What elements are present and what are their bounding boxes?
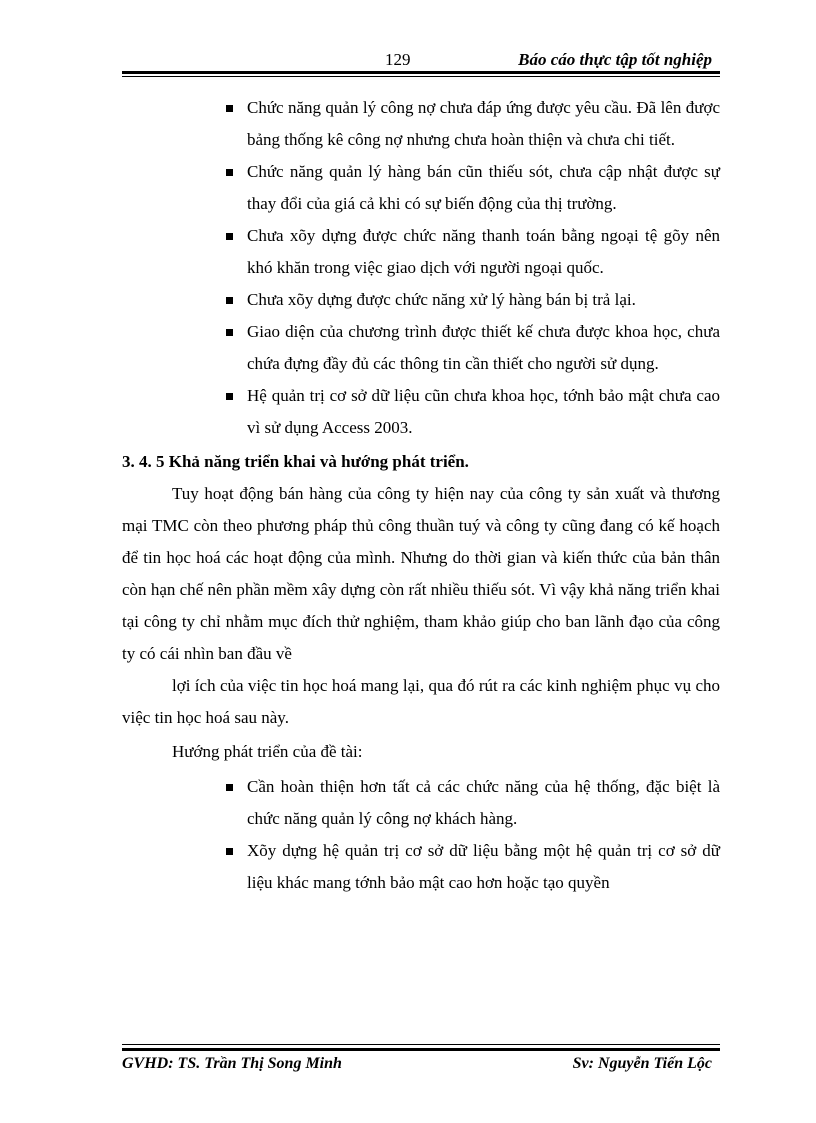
list-item xyxy=(222,284,720,316)
list-item xyxy=(222,156,720,220)
square-bullet-icon xyxy=(226,297,233,304)
list-item-text: Chưa xõy dựng được chức năng thanh toán bằng ngoại tệ gõy nên khó khăn trong việc giao dịch với người ngoại quốc. xyxy=(247,226,720,277)
square-bullet-icon xyxy=(226,105,233,112)
advisor-name: GVHD: TS. Trần Thị Song Minh xyxy=(122,1055,342,1072)
square-bullet-icon xyxy=(226,233,233,240)
page-body xyxy=(122,92,720,899)
square-bullet-icon xyxy=(226,393,233,400)
list-item xyxy=(222,92,720,156)
page-number: 129 xyxy=(385,50,411,69)
square-bullet-icon xyxy=(226,848,233,855)
list-item-text: Hệ quản trị cơ sở dữ liệu cũn chưa khoa học, tớnh bảo mật chưa cao vì sử dụng Access 2003. xyxy=(247,386,720,437)
square-bullet-icon xyxy=(226,784,233,791)
body-paragraph-continued: lợi ích của việc tin học hoá mang lại, qua đó rút ra các kinh nghiệm phục vụ cho việc tin học hoá sau này. xyxy=(122,676,720,727)
development-title: Hướng phát triển của đề tài: xyxy=(172,742,363,761)
student-name: Sv: Nguyễn Tiến Lộc xyxy=(572,1055,712,1072)
list-item-text: Xõy dựng hệ quản trị cơ sở dữ liệu bằng một hệ quản trị cơ sở dữ liệu khác mang tớnh bảo mật cao hơn hoặc tạo quyền xyxy=(247,841,720,892)
list-item-text: Chức năng quản lý hàng bán cũn thiếu sót, chưa cập nhật được sự thay đổi của giá cả khi có sự biến động của thị trường. xyxy=(247,162,720,213)
header-rule-thin xyxy=(122,76,720,77)
body-paragraph: Tuy hoạt động bán hàng của công ty hiện nay của công ty sản xuất và thương mại TMC còn theo phương pháp thủ công thuần tuý và công ty cũng đang có kế hoạch để tin học hoá các hoạt động của mình. Nhưng do thời gian và kiến thức của bản thân còn hạn chế nên phần mềm xây dựng còn rất nhiều thiếu sót. Vì vậy khả năng triển khai tại công ty chỉ nhằm mục đích thử nghiệm, tham khảo giúp cho ban lãnh đạo của công ty có cái nhìn ban đầu về xyxy=(122,484,720,663)
list-item-text: Chưa xõy dựng được chức năng xử lý hàng bán bị trả lại. xyxy=(247,290,636,309)
list-item xyxy=(222,835,720,899)
page-header xyxy=(122,48,720,70)
page-footer xyxy=(122,1053,720,1077)
footer-rule-thin xyxy=(122,1044,720,1045)
list-item-text: Cần hoàn thiện hơn tất cả các chức năng của hệ thống, đặc biệt là chức năng quản lý công nợ khách hàng. xyxy=(247,777,720,828)
report-title: Báo cáo thực tập tốt nghiệp xyxy=(518,50,712,69)
development-list xyxy=(222,771,720,899)
list-item xyxy=(222,316,720,380)
square-bullet-icon xyxy=(226,329,233,336)
list-item xyxy=(222,771,720,835)
square-bullet-icon xyxy=(226,169,233,176)
section-heading: 3. 4. 5 Khả năng triển khai và hướng phát triển. xyxy=(122,452,469,471)
list-item xyxy=(222,220,720,284)
list-item xyxy=(222,380,720,444)
footer-rule-thick xyxy=(122,1048,720,1051)
header-rule-thick xyxy=(122,71,720,74)
list-item-text: Giao diện của chương trình được thiết kế chưa được khoa học, chưa chứa đựng đầy đủ các thông tin cần thiết cho người sử dụng. xyxy=(247,322,720,373)
limitations-list xyxy=(222,92,720,444)
list-item-text: Chức năng quản lý công nợ chưa đáp ứng được yêu cầu. Đã lên được bảng thống kê công nợ nhưng chưa hoàn thiện và chưa chi tiết. xyxy=(247,98,720,149)
